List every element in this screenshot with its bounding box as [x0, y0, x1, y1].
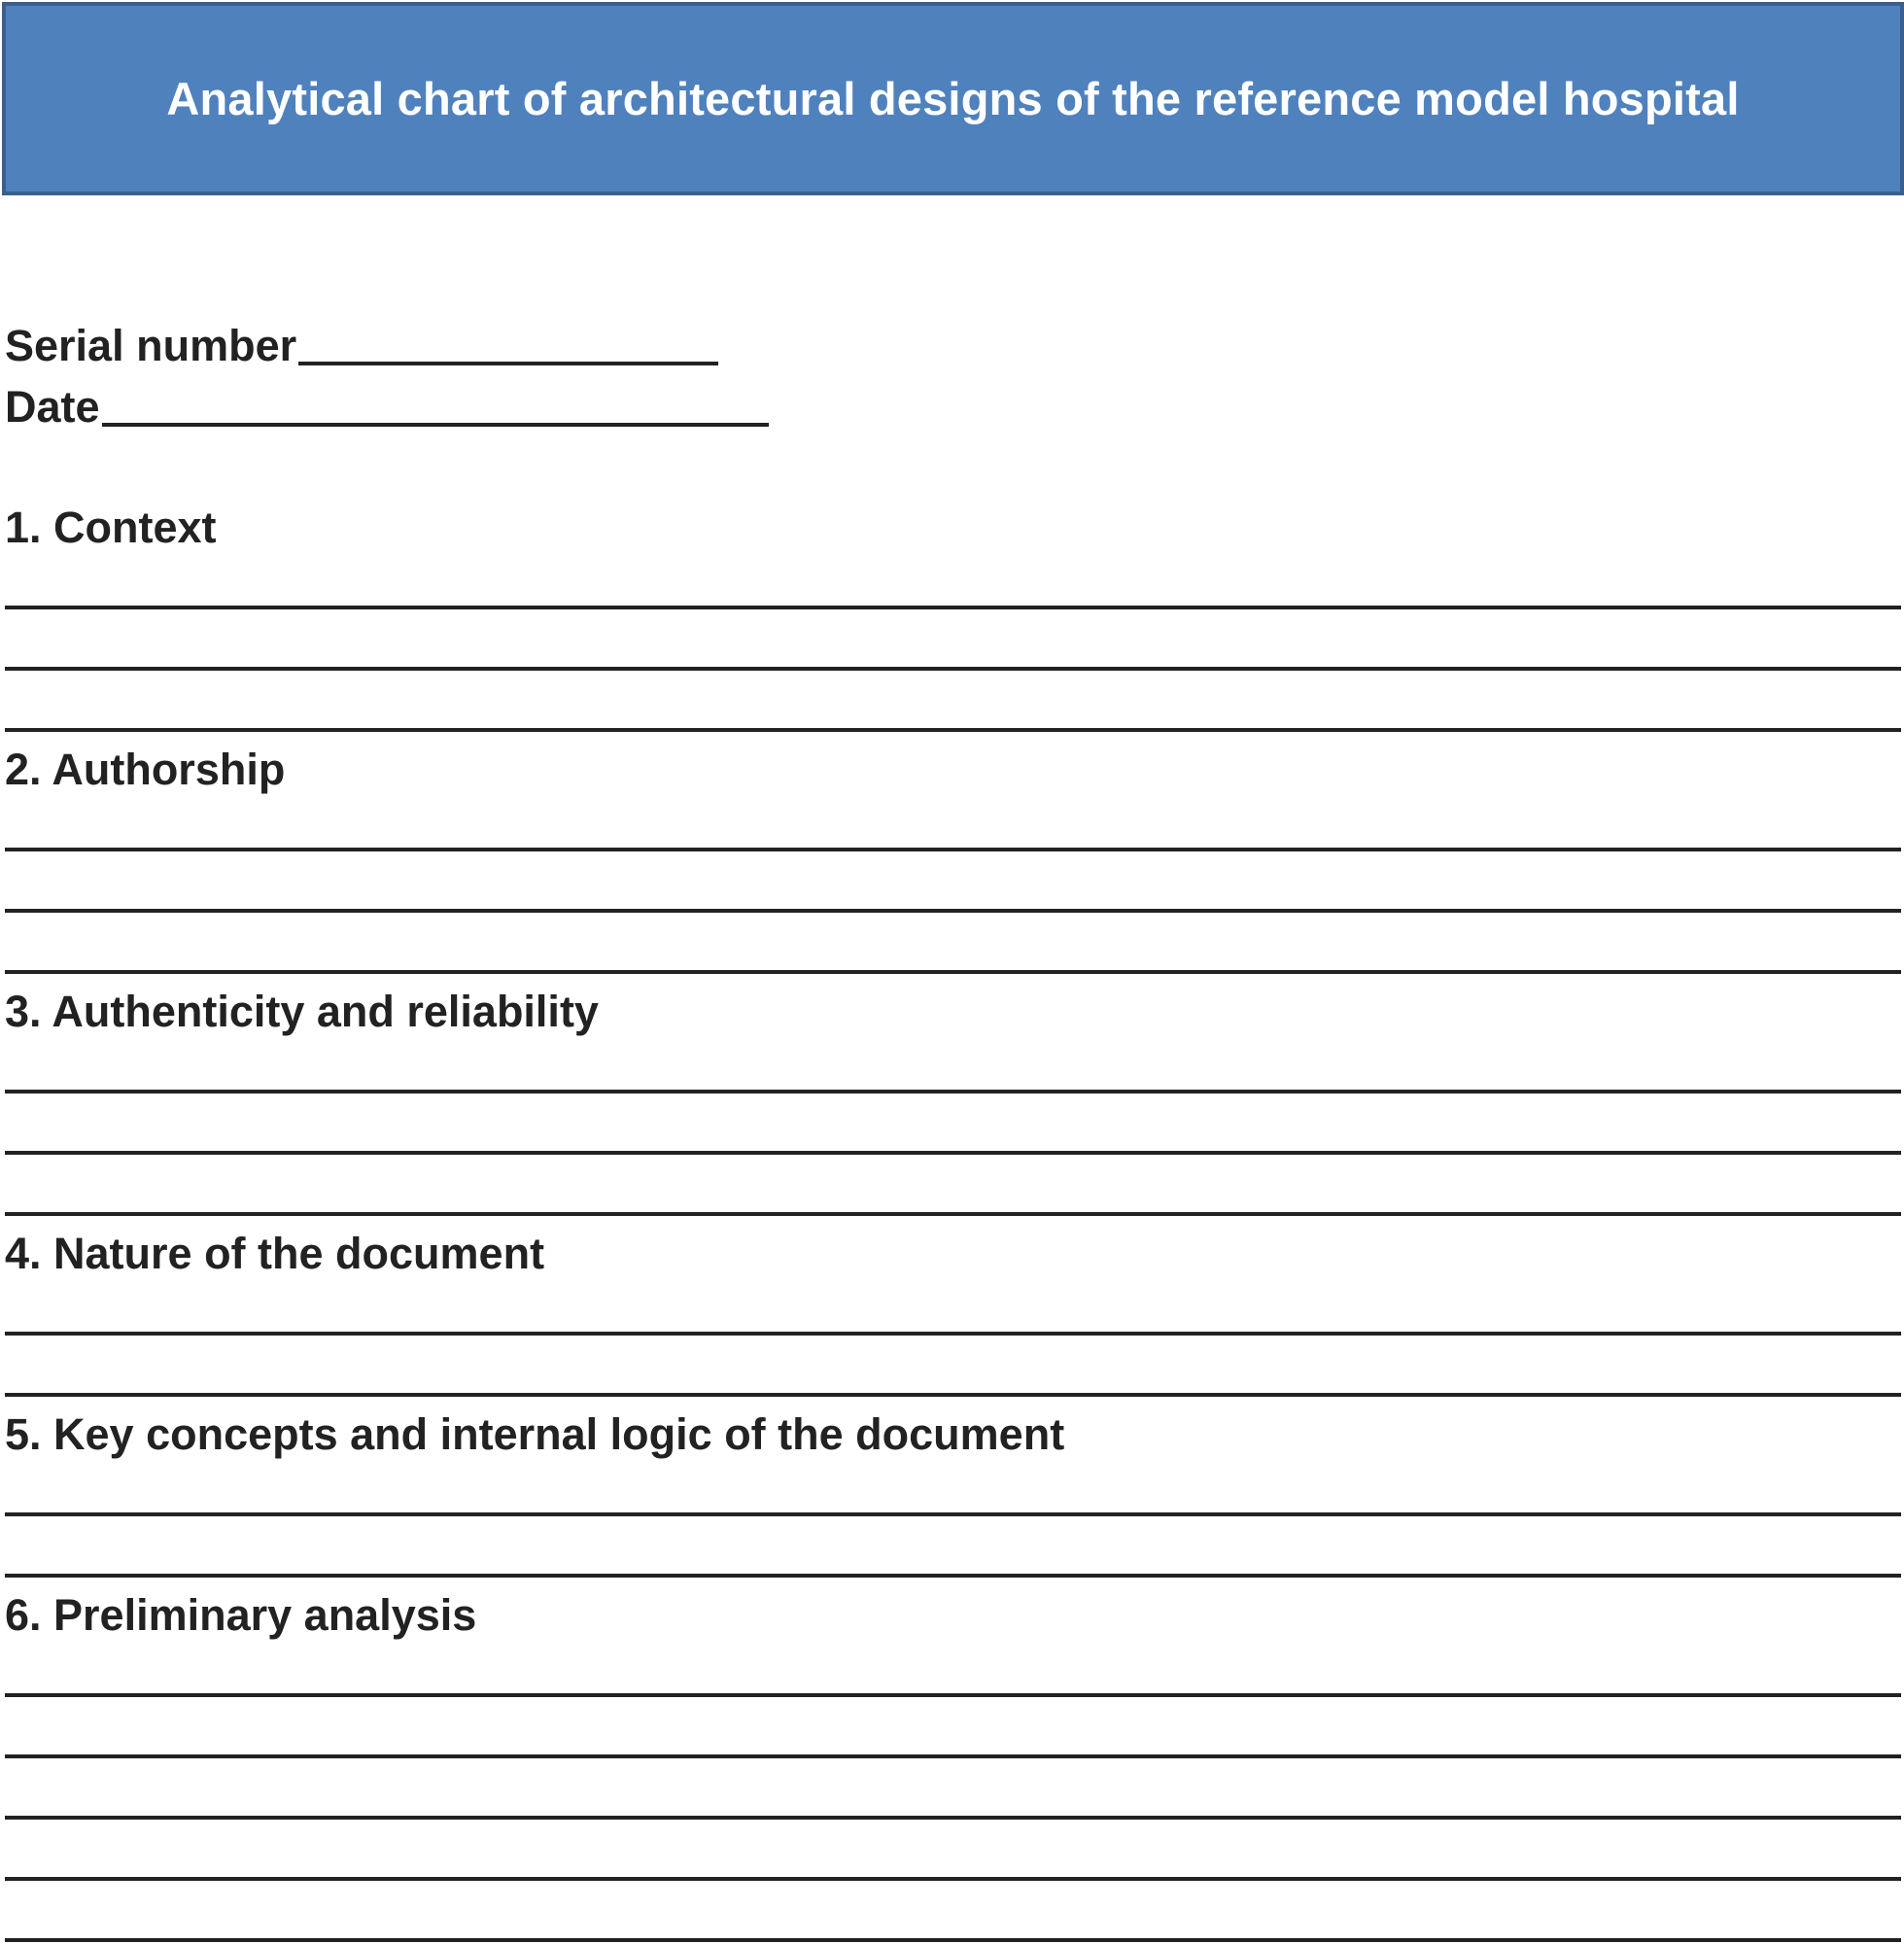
answer-line[interactable]: [5, 1877, 1901, 1881]
page-title: Analytical chart of architectural designs of the reference model hospital: [166, 73, 1740, 124]
answer-line[interactable]: [5, 1574, 1901, 1578]
section-title-preliminary-analysis: 6. Preliminary analysis: [5, 1590, 477, 1640]
answer-line[interactable]: [5, 667, 1901, 671]
answer-line[interactable]: [5, 970, 1901, 974]
answer-line[interactable]: [5, 1816, 1901, 1820]
section-title-authenticity: 3. Authenticity and reliability: [5, 987, 599, 1036]
answer-line[interactable]: [5, 1512, 1901, 1516]
answer-line[interactable]: [5, 1332, 1901, 1336]
serial-number-label: Serial number: [5, 321, 297, 370]
answer-line[interactable]: [5, 848, 1901, 851]
answer-line[interactable]: [5, 1693, 1901, 1697]
answer-line[interactable]: [5, 1212, 1901, 1216]
section-title-context: 1. Context: [5, 503, 217, 552]
header-banner: [2, 2, 1904, 195]
section-title-key-concepts: 5. Key concepts and internal logic of the document: [5, 1409, 1065, 1459]
answer-line[interactable]: [5, 1754, 1901, 1758]
date-field: [5, 382, 769, 432]
answer-line[interactable]: [5, 728, 1901, 732]
answer-line[interactable]: [5, 606, 1901, 609]
date-input-line[interactable]: [102, 419, 769, 427]
serial-number-field: [5, 321, 718, 370]
serial-number-input-line[interactable]: [298, 358, 718, 365]
answer-line[interactable]: [5, 909, 1901, 913]
section-title-nature: 4. Nature of the document: [5, 1229, 545, 1278]
answer-line[interactable]: [5, 1090, 1901, 1094]
answer-line[interactable]: [5, 1938, 1901, 1942]
section-title-authorship: 2. Authorship: [5, 745, 286, 794]
answer-line[interactable]: [5, 1393, 1901, 1397]
answer-line[interactable]: [5, 1151, 1901, 1155]
date-label: Date: [5, 382, 100, 432]
